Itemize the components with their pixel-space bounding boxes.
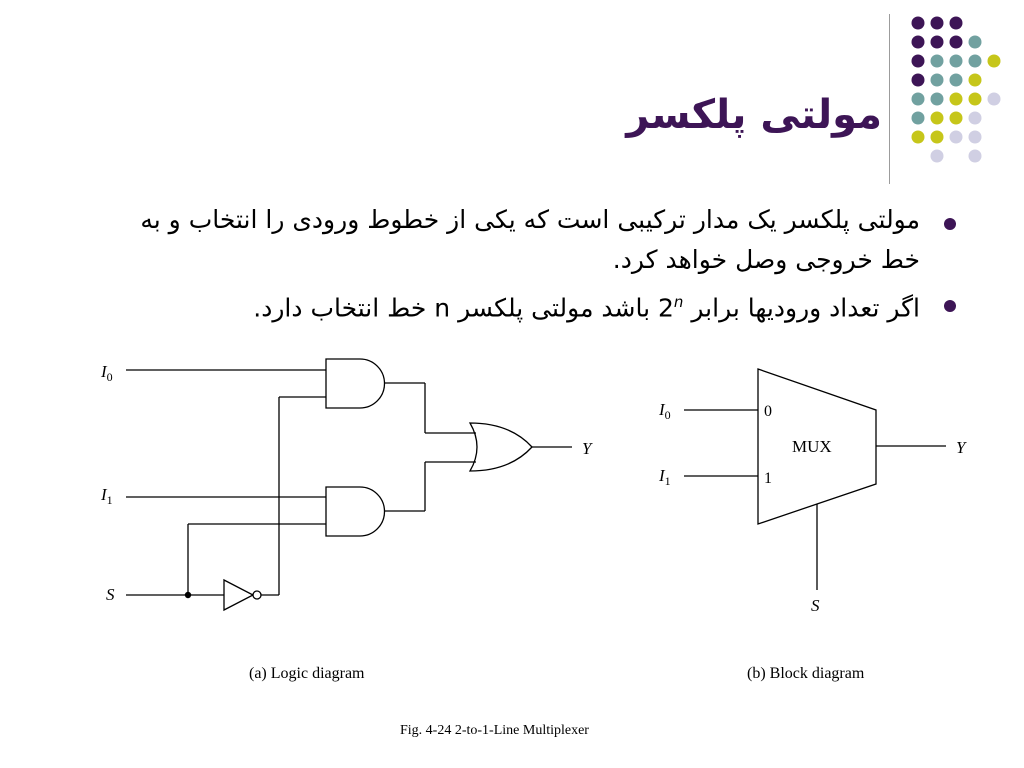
bullet-text: مولتی پلکسر یک مدار ترکیبی است که یکی از خطوط ورودی را انتخاب و به خط خروجی وصل خواهد کرد. xyxy=(140,205,920,274)
not-gate xyxy=(224,580,253,610)
caption-block-diagram: (b) Block diagram xyxy=(747,665,865,682)
and-gate-lower xyxy=(326,487,385,536)
figure-caption: Fig. 4-24 2-to-1-Line Multiplexer xyxy=(400,723,589,738)
mux-label: MUX xyxy=(792,437,832,456)
mux-port-0: 0 xyxy=(764,403,772,420)
bullet-superscript: n xyxy=(673,293,684,311)
label-y-block: Y xyxy=(956,438,966,457)
and-gate-upper xyxy=(326,359,385,408)
label-i0: $I_0$ xyxy=(101,362,113,384)
caption-logic-diagram: (a) Logic diagram xyxy=(249,665,365,682)
bullet-text-after: باشد مولتی پلکسر n خط انتخاب دارد. xyxy=(253,293,659,323)
bullet-text-before: اگر تعداد وروديها برابر 2 xyxy=(658,293,920,323)
or-gate xyxy=(470,423,532,471)
label-s: S xyxy=(106,585,115,604)
label-s-block: S xyxy=(811,596,820,615)
label-i1-block: $I_1$ xyxy=(659,466,671,488)
page-title: مولتی پلکسر xyxy=(626,92,882,138)
junction-dot xyxy=(185,592,191,598)
mux-port-1: 1 xyxy=(764,470,772,487)
label-y-logic: Y xyxy=(582,439,592,458)
label-i1: $I_1$ xyxy=(101,485,113,507)
not-gate-bubble xyxy=(253,591,261,599)
label-i0-block: $I_0$ xyxy=(659,400,671,422)
